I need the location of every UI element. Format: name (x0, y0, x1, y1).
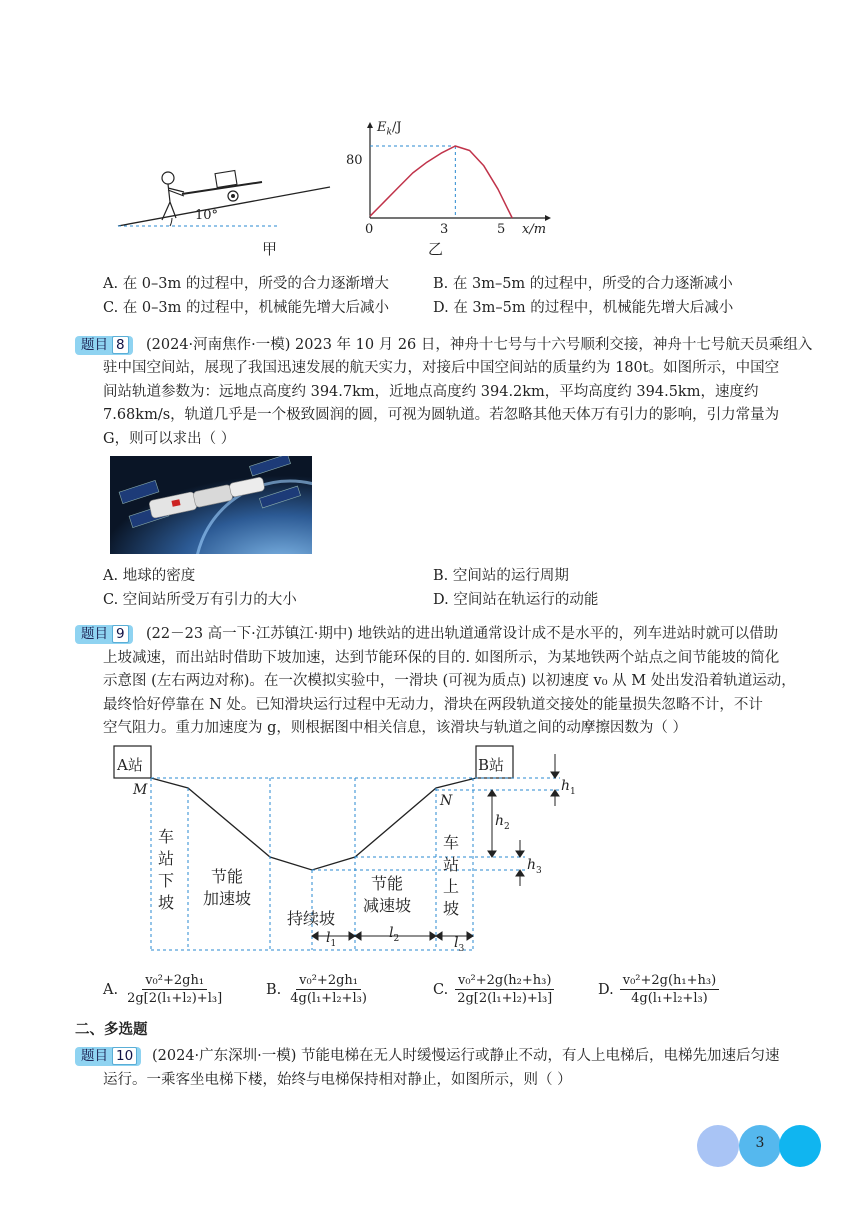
q9-badge-num: 9 (112, 625, 129, 643)
q10-badge-label: 题目 (81, 1048, 108, 1064)
l1-label (326, 930, 336, 949)
chart-xtick-0: 0 (365, 222, 374, 237)
q9-badge (75, 625, 133, 644)
chart-ylabel (377, 120, 402, 138)
q9-option-a-label: A. (103, 981, 119, 998)
q9-option-a-frac (124, 972, 225, 1007)
chart-xlabel: x/m (522, 222, 547, 237)
q8-line-4: 7.68km/s，轨道几乎是一个极致圆润的圆，可视为圆轨道。若忽略其他天体万有引力的影响，引力常量为 (103, 407, 780, 423)
q7-option-d: D. 在 3m–5m 的过程中，机械能先增大后减小 (433, 300, 734, 316)
l1-letter: l (326, 930, 331, 946)
q9-line-1: (22－23 高一下·江苏镇江·期中) 地铁站的进出轨道通常设计成不是水平的，列车进站时就可以借助 (146, 626, 779, 642)
zone1-char-2: 站 (158, 849, 175, 868)
q9-option-b (266, 972, 370, 1007)
h3-sub: 3 (536, 865, 542, 876)
q9-b-num: v₀²+2gh₁ (296, 972, 361, 990)
q8-badge (75, 336, 133, 355)
q8-line-1: (2024·河南焦作·一模) 2023 年 10 月 26 日，神舟十七号与十六号顺利交接，神舟十七号航天员乘组入 (146, 337, 813, 353)
h3-label (527, 857, 542, 876)
q9-a-num: v₀²+2gh₁ (142, 972, 207, 990)
space-station-image (110, 456, 312, 554)
q9-option-d (598, 972, 719, 1007)
zone5-char-3: 上 (443, 877, 460, 896)
q9-line-2: 上坡减速，而出站时借助下坡加速，达到节能环保的目的. 如图所示，为某地铁两个站点之间节能坡的简化 (103, 650, 780, 666)
q9-d-num: v₀²+2g(h₁+h₃) (620, 972, 719, 990)
zone-decel (363, 873, 411, 917)
q8-badge-num: 8 (112, 336, 129, 354)
zone1-char-4: 坡 (158, 893, 175, 912)
zone1-char-1: 车 (158, 827, 175, 846)
q9-option-d-label: D. (598, 981, 614, 998)
chart-xtick-3: 3 (440, 222, 449, 237)
zone4-line-1: 节能 (371, 874, 404, 893)
q8-option-a: A. 地球的密度 (103, 568, 196, 584)
q9-a-den: 2g[2(l₁+l₂)+l₃] (127, 991, 223, 1006)
page-number: 3 (755, 1135, 765, 1151)
q10-line-1: (2024·广东深圳·一模) 节能电梯在无人时缓慢运行或静止不动，有人上电梯后，电梯先加速后匀速 (152, 1048, 780, 1064)
zone-continuous: 持续坡 (287, 909, 336, 928)
h3-letter: h (527, 857, 537, 873)
chart-ylabel-sub: k (386, 127, 392, 138)
h2-sub: 2 (504, 821, 510, 832)
zone5-char-2: 站 (443, 855, 460, 874)
h2-letter: h (495, 813, 505, 829)
q9-option-c-label: C. (433, 981, 449, 998)
q10-badge-num: 10 (112, 1047, 137, 1065)
q8-option-d: D. 空间站在轨运行的动能 (433, 592, 599, 608)
q9-option-a (103, 972, 225, 1007)
q9-option-c-frac (454, 972, 555, 1007)
chart-ylabel-unit: /J (391, 120, 402, 135)
q8-line-2: 驻中国空间站，展现了我国迅速发展的航天实力，对接后中国空间站的质量约为 180t。如图所示，中国空 (103, 360, 780, 376)
q9-c-den: 2g[2(l₁+l₂)+l₃] (457, 991, 553, 1006)
h1-label (561, 778, 576, 797)
q9-d-den: 4g(l₁+l₂+l₃) (631, 991, 708, 1006)
q7-option-a: A. 在 0–3m 的过程中，所受的合力逐渐增大 (103, 276, 389, 292)
point-n-label: N (440, 793, 453, 809)
q10-line-2: 运行。一乘客坐电梯下楼，始终与电梯保持相对静止，如图所示，则（ ） (103, 1072, 572, 1088)
q7-option-b: B. 在 3m–5m 的过程中，所受的合力逐渐减小 (433, 276, 733, 292)
h1-sub: 1 (570, 786, 576, 797)
q9-badge-label: 题目 (81, 626, 108, 642)
zone2-line-1: 节能 (211, 867, 244, 886)
q8-option-c: C. 空间站所受万有引力的大小 (103, 592, 297, 608)
zone-station-up (443, 832, 459, 920)
chart-series-ek-curve (370, 146, 512, 218)
zone4-line-2: 减速坡 (363, 896, 412, 915)
q9-option-c (433, 972, 555, 1007)
page-circle-left (697, 1125, 739, 1167)
zone1-char-3: 下 (158, 871, 175, 890)
l2-label (389, 925, 399, 944)
chart-x-arrow (545, 215, 551, 221)
q8-option-b: B. 空间站的运行周期 (433, 568, 569, 584)
q10-badge (75, 1047, 141, 1066)
station-a-label: A站 (117, 756, 143, 774)
q9-option-d-frac (620, 972, 719, 1007)
q8-line-5: G，则可以求出（ ） (103, 431, 236, 447)
q9-c-num: v₀²+2g(h₂+h₃) (455, 972, 554, 990)
angle-label: 10° (195, 208, 219, 223)
zone5-char-1: 车 (443, 833, 460, 852)
zone2-line-2: 加速坡 (203, 889, 252, 908)
q7-option-c: C. 在 0–3m 的过程中，机械能先增大后减小 (103, 300, 389, 316)
q9-line-3: 示意图 (左右两边对称)。在一次模拟实验中，一滑块 (可视为质点) 以初速度 v₀ 从 M 处出发沿着轨道运动， (103, 673, 796, 689)
l3-sub: 3 (458, 943, 465, 954)
q9-option-b-label: B. (266, 981, 282, 998)
station-b-label: B站 (478, 756, 505, 774)
chart-y-arrow (367, 122, 373, 128)
chart-ylabel-e: E (377, 120, 387, 135)
q9-option-b-frac (287, 972, 370, 1007)
zone5-char-4: 坡 (443, 899, 460, 918)
l2-sub: 2 (393, 933, 400, 944)
page-circle-right (779, 1125, 821, 1167)
q9-b-den: 4g(l₁+l₂+l₃) (290, 991, 367, 1006)
q8-badge-label: 题目 (81, 337, 108, 353)
q9-line-5: 空气阻力。重力加速度为 g，则根据图中相关信息，该滑块与轨道之间的动摩擦因数为（ ） (103, 720, 687, 736)
l1-sub: 1 (330, 938, 337, 949)
l3-letter: l (454, 935, 459, 951)
l3-label (454, 935, 464, 954)
point-m-label: M (133, 782, 148, 798)
chart-ytick-80: 80 (346, 153, 363, 168)
l2-letter: l (389, 925, 394, 941)
zone-accel (203, 866, 251, 910)
q8-line-3: 间站轨道参数为：远地点高度约 394.7km，近地点高度约 394.2km，平均高度约 394.5km，速度约 (103, 384, 759, 400)
label-yi: 乙 (428, 240, 444, 258)
figure-incline (110, 150, 340, 260)
zone-station-down (158, 826, 174, 914)
q9-line-4: 最终恰好停靠在 N 处。已知滑块运行过程中无动力，滑块在两段轨道交接处的能量损失忽略不计，不计 (103, 697, 763, 713)
chart-xtick-5: 5 (497, 222, 506, 237)
label-jia: 甲 (262, 240, 278, 258)
section-heading-multi: 二、多选题 (75, 1022, 148, 1038)
h1-letter: h (561, 778, 571, 794)
h2-label (495, 813, 510, 832)
